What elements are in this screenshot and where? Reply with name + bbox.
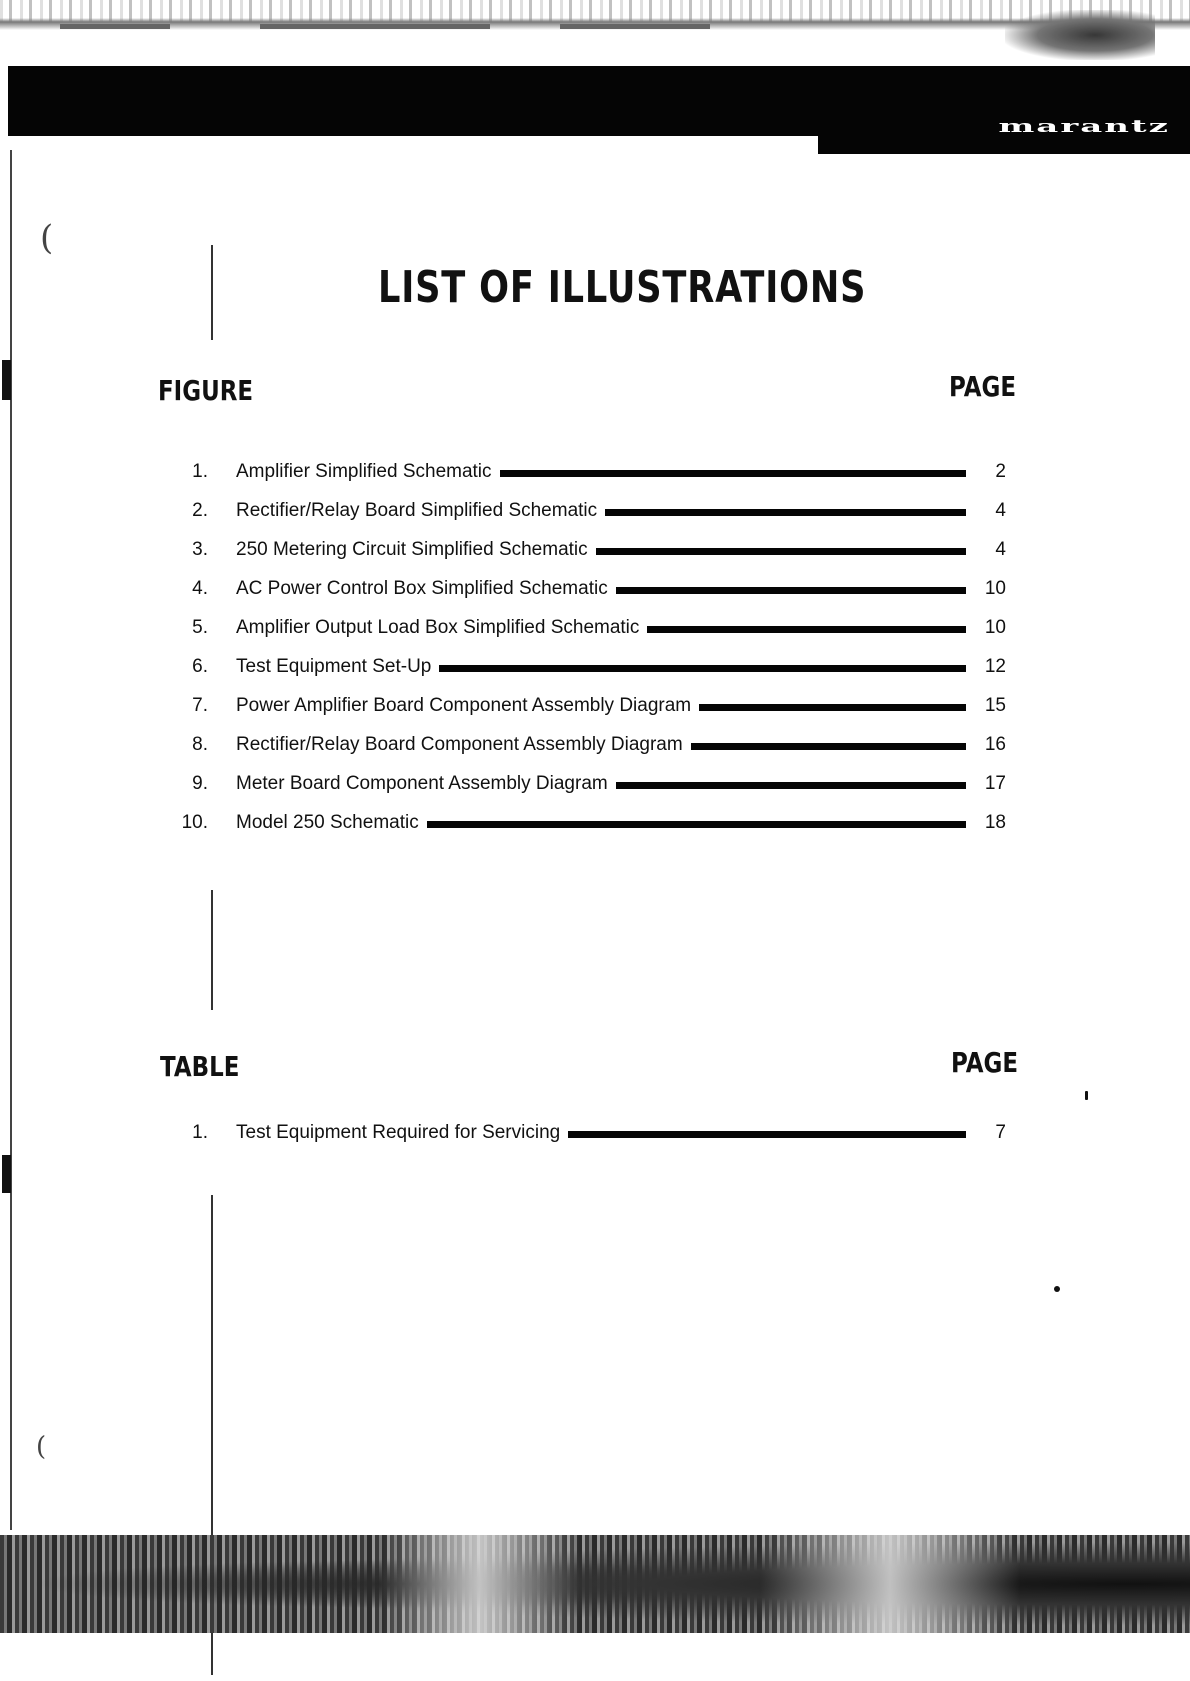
margin-rule: [211, 890, 213, 1010]
entry-number: 1.: [192, 1122, 208, 1143]
entry-number: 8.: [192, 734, 208, 755]
header-tab: [818, 136, 1190, 154]
entry-number: 2.: [192, 500, 208, 521]
table-heading: TABLE: [160, 1050, 240, 1083]
entry-label: Amplifier Simplified Schematic: [236, 461, 492, 482]
leader-rule: [439, 665, 966, 672]
leader-rule: [616, 587, 966, 594]
entry-label: Rectifier/Relay Board Simplified Schematic: [236, 500, 598, 521]
scan-left-edge: [0, 150, 12, 1530]
entry-label: Model 250 Schematic: [236, 812, 419, 833]
leader-rule: [427, 821, 966, 828]
entry-number: 9.: [192, 773, 208, 794]
leader-rule: [691, 743, 966, 750]
scan-speck: [1085, 1091, 1088, 1100]
entry-page-number: 7: [995, 1122, 1006, 1143]
entry-number: 7.: [192, 695, 208, 716]
entry-page-number: 10: [984, 578, 1006, 599]
figure-entry: [150, 730, 1006, 760]
entry-number: 5.: [192, 617, 208, 638]
leader-rule: [616, 782, 966, 789]
entry-number: 1.: [192, 461, 208, 482]
table-page-heading: PAGE: [951, 1046, 1019, 1079]
scan-speck: [1054, 1286, 1060, 1292]
entry-page-number: 16: [984, 734, 1006, 755]
table-entry: [150, 1118, 1006, 1148]
page-title: LIST OF ILLUSTRATIONS: [378, 262, 867, 313]
entry-label: Power Amplifier Board Component Assembly Diagram: [236, 695, 692, 716]
entry-label: Rectifier/Relay Board Component Assembly Diagram: [236, 734, 683, 755]
entry-number: 4.: [192, 578, 208, 599]
leader-rule: [500, 470, 966, 477]
figure-entry: [150, 496, 1006, 526]
figure-entry: [150, 769, 1006, 799]
figure-heading: FIGURE: [158, 374, 254, 407]
leader-rule: [605, 509, 966, 516]
margin-rule: [211, 245, 213, 340]
figure-entry: [150, 535, 1006, 565]
leader-rule: [568, 1131, 966, 1138]
scan-bottom-edge: [0, 1535, 1190, 1633]
entry-page-number: 17: [984, 773, 1006, 794]
entry-number: 3.: [192, 539, 208, 560]
leader-rule: [699, 704, 966, 711]
scan-mark: (: [40, 218, 54, 258]
entry-label: 250 Metering Circuit Simplified Schematic: [236, 539, 588, 560]
entry-label: Test Equipment Required for Servicing: [236, 1122, 561, 1143]
entry-number: 6.: [192, 656, 208, 677]
scan-top-edge: [0, 0, 1190, 65]
entry-page-number: 10: [984, 617, 1006, 638]
entry-page-number: 2: [995, 461, 1006, 482]
figure-entry: [150, 613, 1006, 643]
leader-rule: [596, 548, 966, 555]
brand-logo: marantz: [998, 116, 1170, 137]
figure-entry: [150, 457, 1006, 487]
entry-page-number: 4: [995, 500, 1006, 521]
figure-entry: [150, 652, 1006, 682]
figure-entry: [150, 808, 1006, 838]
figure-entry: [150, 574, 1006, 604]
figure-entry: [150, 691, 1006, 721]
scan-mark: (: [36, 1432, 47, 1462]
entry-label: Amplifier Output Load Box Simplified Schematic: [236, 617, 640, 638]
leader-rule: [647, 626, 966, 633]
entry-label: Test Equipment Set-Up: [236, 656, 432, 677]
entry-page-number: 12: [984, 656, 1006, 677]
figure-page-heading: PAGE: [949, 370, 1017, 403]
entry-page-number: 18: [984, 812, 1006, 833]
entry-page-number: 4: [995, 539, 1006, 560]
entry-label: AC Power Control Box Simplified Schematic: [236, 578, 608, 599]
entry-page-number: 15: [984, 695, 1006, 716]
entry-label: Meter Board Component Assembly Diagram: [236, 773, 608, 794]
entry-number: 10.: [181, 812, 208, 833]
